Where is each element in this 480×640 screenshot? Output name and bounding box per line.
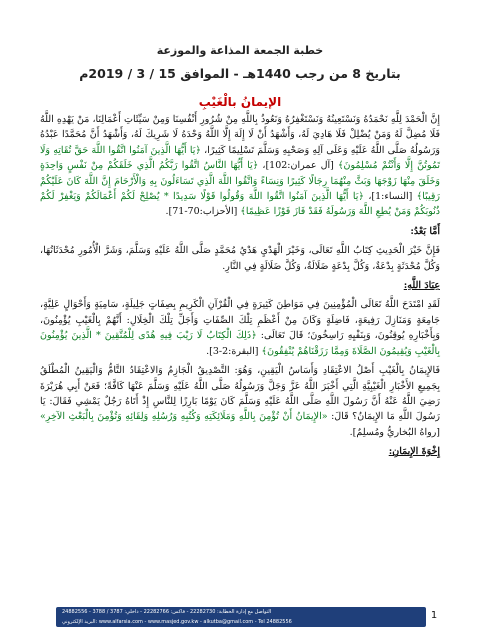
quran-verse: ﴿ذَلِكَ الْكِتَابُ لَا رَيْبَ فِيهِ هُدًى لِلْمُتَّقِينَ * الَّذِينَ يُؤْمِنُونَ بِالْغَيْبِ وَيُقِيمُونَ الصَّلَاةَ وَمِمَّا رَزَقْنَاهُمْ يُنْفِقُونَ﴾ [40,330,440,357]
section-heading-amma-bad: أَمَّا بَعْدُ: [410,225,440,237]
verse-reference: [النساء:1]، [363,191,417,203]
paragraph-2: فَإِنَّ خَيْرَ الْحَدِيثِ كِتَابُ اللَّهِ تَعَالَى، وَخَيْرَ الْهَدْيِ هَدْيُ مُحَمَّدٍ صَلَّى اللَّهُ عَلَيْهِ وَسَلَّمَ، وَشَرَّ الْأُمُورِ مُحْدَثَاتُهَا، وَكُلَّ مُحْدَثَةٍ بِدْعَةٌ، وَكُلَّ بِدْعَةٍ ضَلَالَةٌ، وَكُلَّ ضَلَالَةٍ فِي النَّارِ. [40,245,440,272]
hadith-reference: [رواهُ البُخاريُّ ومُسلِمٌ]. [349,426,440,438]
quran-verse: ﴿يَا أَيُّهَا الَّذِينَ آمَنُوا اتَّقُوا اللَّهَ وَقُولُوا قَوْلًا سَدِيدًا * يُصْلِحْ لَكُمْ أَعْمَالَكُمْ وَيَغْفِرْ لَكُمْ ذُنُوبَكُمْ وَمَنْ يُطِعِ اللَّهَ وَرَسُولَهُ فَقَدْ فَازَ فَوْزًا عَظِيمًا﴾ [40,191,440,218]
sermon-main-title: الإيمانُ بالْغَيْبِ [198,95,282,109]
paragraph-4: فَالإِيمَانُ بِالْغَيْبِ أَصْلُ الاعْتِقَادِ وَأَسَاسُ الْيَقِينِ، وَهُوَ: التَّصْدِيقُ الْجَازِمُ وَالاعْتِقَادُ التَّامُّ وَالْيَقِينُ الْمُطْلَقُ بِجَمِيعِ الأَخْبَارِ الْغَيْبِيَّةِ الَّتِي أَخْبَرَ اللَّهُ عَزَّ وَجَلَّ وَرَسُولُهُ صَلَّى اللَّهُ عَلَيْهِ وَسَلَّمَ عَنْهَا كَافَّةً؛ فَعَنْ أَبِي هُرَيْرَةَ رَضِيَ اللَّهُ عَنْهُ أَنَّ رَسُولَ اللَّهِ صَلَّى اللَّهُ عَلَيْهِ وَسَلَّمَ كَانَ يَوْمًا بَارِزًا لِلنَّاسِ إِذْ أَتَاهُ رَجُلٌ يَمْشِي فَقَالَ: يَا رَسُولَ اللَّهِ مَا الإِيمَانُ؟ قَالَ: «الإِيمَانُ أَنْ تُؤْمِنَ بِاللَّهِ وَمَلَائِكَتِهِ وَكُتُبِهِ وَرُسُلِهِ وَلِقَائِهِ وَتُؤْمِنَ بِالْبَعْثِ الآخِرِ» [رواهُ البُخاريُّ ومُسلِمٌ]. [40,365,440,438]
hadith-text: «الإِيمَانُ أَنْ تُؤْمِنَ بِاللَّهِ وَمَلَائِكَتِهِ وَكُتُبِهِ وَرُسُلِهِ وَلِقَائِهِ وَتُؤْمِنَ بِالْبَعْثِ الآخِرِ» [40,411,328,423]
quran-verse: ﴿يَا أَيُّهَا النَّاسُ اتَّقُوا رَبَّكُمُ الَّذِي خَلَقَكُمْ مِنْ نَفْسٍ وَاحِدَةٍ وَخَلَقَ مِنْهَا زَوْجَهَا وَبَثَّ مِنْهُمَا رِجَالًا كَثِيرًا وَنِسَاءً وَاتَّقُوا اللَّهَ الَّذِي تَسَاءَلُونَ بِهِ وَالْأَرْحَامَ إِنَّ اللَّهَ كَانَ عَلَيْكُمْ رَقِيبًا﴾ [40,160,440,203]
section-heading-ibad: عِبَادَ اللَّهِ: [403,280,440,292]
section-heading-ikhwa: إِخْوَةَ الإِيمَانِ: [388,446,440,458]
sermon-header-title: خطبة الجمعة المذاعة والموزعة [156,44,324,57]
page-number: 1 [430,610,438,621]
sermon-date: بتاريخ 8 من رجب 1440هـ - الموافق 15 / 3 / 2019م [79,66,401,81]
footer-banner [56,607,426,627]
quran-verse: ﴿يَا أَيُّهَا الَّذِينَ آمَنُوا اتَّقُوا اللَّهَ حَقَّ تُقَاتِهِ وَلَا تَمُوتُنَّ إِلَّا وَأَنْتُمْ مُسْلِمُونَ﴾ [40,144,440,172]
verse-reference: [آل عمران:102]، [258,160,338,172]
footer-contact-line: التواصل مع إدارة الخطابة: 22282730 - فاكس: 22282766 - داخلي: 3787 / 3788 - 24882556 [62,609,272,615]
verse-reference: [الأحزاب:70-71]. [165,206,241,218]
sermon-body [40,112,440,464]
paragraph-3: لَقَدِ امْتَدَحَ اللَّهُ تَعَالَى الْمُؤْمِنِينَ فِي مَوَاطِنَ كَثِيرَةٍ فِي الْقُرْآنِ الْكَرِيمِ بِصِفَاتٍ جَلِيلَةٍ، سَامِيَةٍ وَأَحْوَالٍ عَلِيَّةٍ، جَامِعَةٍ وَمَنَازِلَ رَفِيعَةٍ، فَاضِلَةٍ وَكَانَ مِنْ أَعْظَمِ تِلْكَ الصِّفَاتِ وَأَجَلِّ تِلْكَ الْخِلَالِ: أَنَّهُمْ بِالْغَيْبِ يُؤْمِنُونَ، وَبِأَخْبَارِهِ يُوقِنُونَ، وَبِنَفْيِهِ رَاسِخُونَ؛ قَالَ تَعَالَى: ﴿ذَلِكَ الْكِتَابُ لَا رَيْبَ فِيهِ هُدًى لِلْمُتَّقِينَ * الَّذِينَ يُؤْمِنُونَ بِالْغَيْبِ وَيُقِيمُونَ الصَّلَاةَ وَمِمَّا رَزَقْنَاهُمْ يُنْفِقُونَ﴾ [البقرة:2-3]. [40,299,440,357]
footer-web-line: البريد الإلكتروني: www.alfarsia.com - www.masjed.gov.kw - alkutba@gmail.com - Tel 24882556 [62,619,292,625]
opening-paragraph: إِنَّ الْحَمْدَ لِلَّهِ نَحْمَدُهُ وَنَسْتَعِينُهُ وَنَسْتَغْفِرُهُ وَنَعُوذُ بِاللَّهِ مِنْ شُرُورِ أَنْفُسِنَا وَمِنْ سَيِّئَاتِ أَعْمَالِنَا، مَنْ يَهْدِهِ اللَّهُ فَلَا مُضِلَّ لَهُ وَمَنْ يُضْلِلْ فَلَا هَادِيَ لَهُ، وَأَشْهَدُ أَنْ لَا إِلَهَ إِلَّا اللَّهُ وَحْدَهُ لَا شَرِيكَ لَهُ، وَأَشْهَدُ أَنَّ مُحَمَّدًا عَبْدُهُ وَرَسُولُهُ صَلَّى اللَّهُ عَلَيْهِ وَعَلَى آلِهِ وَصَحْبِهِ وَسَلَّمَ تَسْلِيمًا كَثِيرًا، ﴿يَا أَيُّهَا الَّذِينَ آمَنُوا اتَّقُوا اللَّهَ حَقَّ تُقَاتِهِ وَلَا تَمُوتُنَّ إِلَّا وَأَنْتُمْ مُسْلِمُونَ﴾ [آل عمران:102]، ﴿يَا أَيُّهَا النَّاسُ اتَّقُوا رَبَّكُمُ الَّذِي خَلَقَكُمْ مِنْ نَفْسٍ وَاحِدَةٍ وَخَلَقَ مِنْهَا زَوْجَهَا وَبَثَّ مِنْهُمَا رِجَالًا كَثِيرًا وَنِسَاءً وَاتَّقُوا اللَّهَ الَّذِي تَسَاءَلُونَ بِهِ وَالْأَرْحَامَ إِنَّ اللَّهَ كَانَ عَلَيْكُمْ رَقِيبًا﴾ [النساء:1]، ﴿يَا أَيُّهَا الَّذِينَ آمَنُوا اتَّقُوا اللَّهَ وَقُولُوا قَوْلًا سَدِيدًا * يُصْلِحْ لَكُمْ أَعْمَالَكُمْ وَيَغْفِرْ لَكُمْ ذُنُوبَكُمْ وَمَنْ يُطِعِ اللَّهَ وَرَسُولَهُ فَقَدْ فَازَ فَوْزًا عَظِيمًا﴾ [الأحزاب:70-71]. [40,114,440,218]
verse-reference: [البقرة:2-3]. [206,345,262,357]
